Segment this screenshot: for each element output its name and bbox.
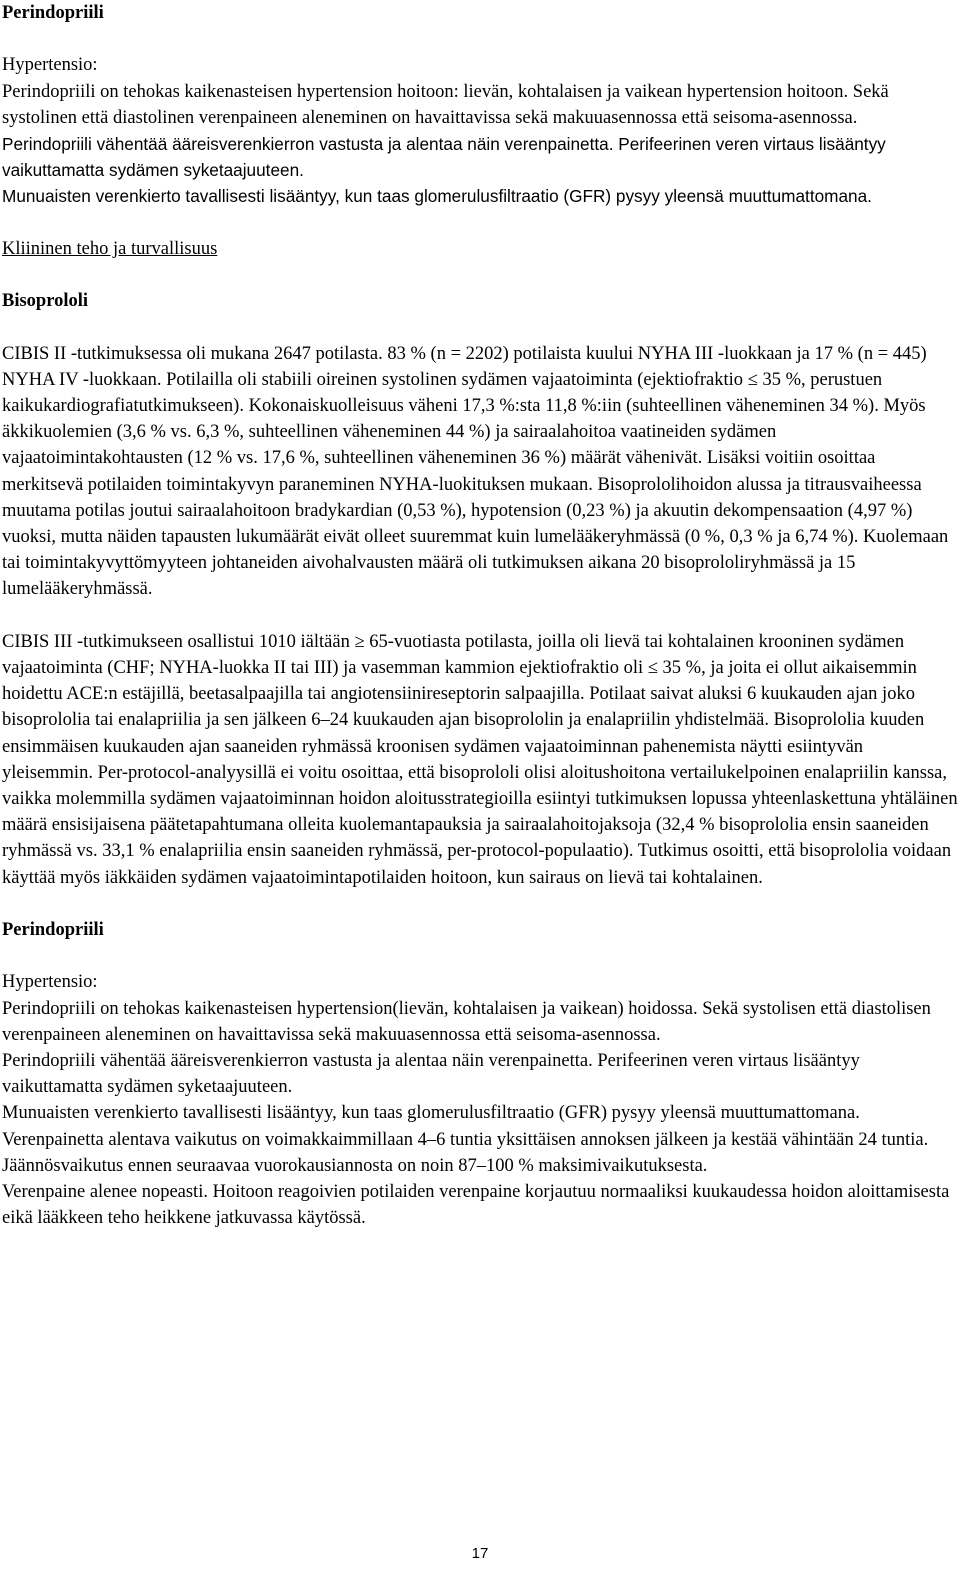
spacer (2, 943, 958, 969)
paragraph: Verenpaine alenee nopeasti. Hoitoon reagoivien potilaiden verenpaine korjautuu normaaliksi kuukaudessa hoidon aloittamisesta eikä lääkkeen teho heikkene jatkuvassa käytössä. (2, 1182, 950, 1229)
page-number: 17 (471, 1545, 489, 1562)
paragraph: Perindopriili on tehokas kaikenasteisen hypertension hoitoon: lievän, kohtalaisen ja vaikean hypertension hoitoon. Sekä systolinen että diastolinen verenpaineen aleneminen on havaittavissa sekä makuuasennossa että seisoma-asennossa. (2, 81, 889, 128)
paragraph: Munuaisten verenkierto tavallisesti lisääntyy, kun taas glomerulusfiltraatio (GFR) pysyy yleensä muuttumattomana. (2, 1103, 860, 1124)
paragraph-cibis-iii: CIBIS III -tutkimukseen osallistui 1010 iältään ≥ 65-vuotiasta potilasta, joilla oli lievä tai kohtalainen krooninen sydämen vajaatoiminta (CHF; NYHA-luokka II tai III) ja vasemman kammion ejektiofraktio oli ≤ 35 %, ja joita ei ollut aikaisemmin hoidettu ACE:n estäjillä, beetasalpaajilla tai angiotensiinireseptorin salpaajilla. Potilaat saivat aluksi 6 kuukauden ajan joko bisoprololia tai enalapriilia ja sen jälkeen 6–24 kuukauden ajan bisoprololin ja enalapriilin yhdistelmää. Bisoprololia kuuden ensimmäisen kuukauden ajan saaneiden ryhmässä kroonisen sydämen vajaatoiminnan pahenemista näytti esiintyvän yleisemmin. Per-protocol-analyysillä ei voitu osoittaa, että bisoprololi olisi aloitushoitona vertailukelpoinen enalapriilin kanssa, vaikka molemmilla sydämen vajaatoiminnan hoidon aloitusstrategioilla esiintyi tutkimuksen lopussa yhteenlaskettuna yhtäläinen määrä ensisijaisena päätetapahtumana olleita kuolemantapauksia ja sairaalahoitojaksoja (32,4 % bisoprololia ensin saaneiden ryhmässä vs. 33,1 % enalapriilia ensin saaneiden ryhmässä, per-protocol-populaatio). Tutkimus osoitti, että bisoprololia voidaan käyttää myös iäkkäiden sydämen vajaatoimintapotilaiden hoitoon, kun sairaus on lievä tai kohtalainen. (2, 631, 958, 888)
sentence: Perindopriili vähentää ääreisverenkierron vastusta ja alentaa näin verenpainetta. (2, 134, 614, 154)
spacer (2, 314, 958, 340)
paragraph-cibis-ii: CIBIS II -tutkimuksessa oli mukana 2647 potilasta. 83 % (n = 2202) potilaista kuului NYHA III -luokkaan ja 17 % (n = 445) NYHA IV -luokkaan. Potilailla oli stabiili oireinen systolinen sydämen vajaatoiminta (ejektiofraktio ≤ 35 %, perustuen kaikukardiografiatutkimukseen). Kokonaiskuolleisuus väheni 17,3 %:sta 11,8 %:iin (suhteellinen väheneminen 34 %). Myös äkkikuolemien (3,6 % vs. 6,3 %, suhteellinen väheneminen 44 %) ja sairaalahoitoa vaatineiden sydämen vajaatoimintakohtausten (12 % vs. 17,6 %, suhteellinen väheneminen 36 %) määrät vähenivät. Lisäksi voitiin osoittaa merkitsevä potilaiden toimintakyvyn paraneminen NYHA-luokituksen mukaan. Bisoprololihoidon alussa ja titrausvaiheessa muutama potilas joutui sairaalahoitoon bradykardian (0,53 %), hypotension (0,23 %) ja akuutin dekompensaation (4,97 %) vuoksi, mutta näiden tapausten lukumäärät eivät olleet suuremmat kuin lumelääkeryhmässä (0 %, 0,3 % ja 6,74 %). Kuolemaan tai toimintakyvyttömyyteen johtaneiden aivohalvausten määrä oli tutkimuksen aikana 20 bisoprololiryhmässä ja 15 lumelääkeryhmässä. (2, 343, 949, 600)
section-subheading-bisoprololi: Bisoprololi (2, 291, 89, 312)
section-subheading-hypertensio: Hypertensio: (2, 55, 98, 76)
spacer (2, 891, 958, 917)
section-heading-perindopriili: Perindopriili (2, 920, 104, 941)
section-heading-perindopriili: Perindopriili (2, 3, 104, 23)
paragraph: Verenpainetta alentava vaikutus on voimakkaimmillaan 4–6 tuntia yksittäisen annoksen jälkeen ja kestää vähintään 24 tuntia. Jäännösvaikutus ennen seuraavaa vuorokausiannosta on noin 87–100 % maksimivaikutuksesta. (2, 1129, 929, 1176)
spacer (2, 26, 958, 52)
section-heading-kliininen-teho: Kliininen teho ja turvallisuus (2, 238, 218, 259)
paragraph: Munuaisten verenkierto tavallisesti lisääntyy, kun taas glomerulusfiltraatio (GFR) pysyy yleensä muuttumattomana. (2, 186, 872, 207)
spacer (2, 603, 958, 629)
paragraph: Perindopriili vähentää ääreisverenkierron vastusta ja alentaa näin verenpainetta. Perifeerinen veren virtaus lisääntyy vaikuttamatta sydämen syketaajuuteen. (2, 1051, 860, 1098)
paragraph: Perindopriili on tehokas kaikenasteisen hypertension(lievän, kohtalaisen ja vaikean) hoidossa. Sekä systolisen että diastolisen verenpaineen aleneminen on havaittavissa sekä makuuasennossa että seisoma-asennossa. (2, 998, 931, 1045)
paragraph (2, 131, 958, 183)
section-subheading-hypertensio: Hypertensio: (2, 972, 98, 993)
spacer (2, 210, 958, 236)
spacer (2, 262, 958, 288)
sentence: Perifeerinen veren virtaus lisääntyy vaikuttamatta sydämen syketaajuuteen. (2, 134, 886, 181)
